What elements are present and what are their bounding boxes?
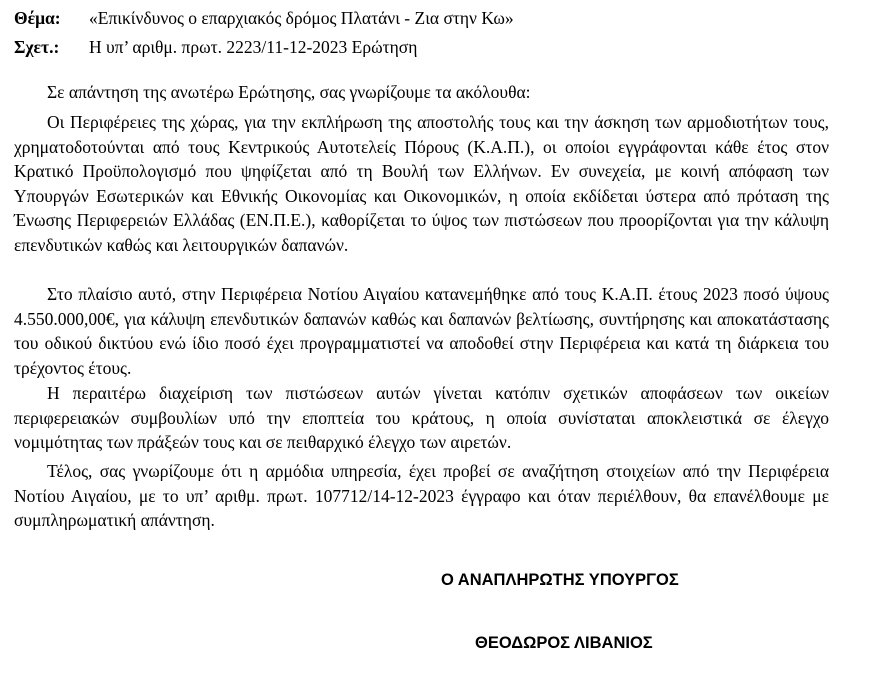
body-paragraph-3: Η περαιτέρω διαχείριση των πιστώσεων αυτών γίνεται κατόπιν σχετικών αποφάσεων των οικείων περιφερειακών συμβουλίων υπό την εποπτεία του κράτους, η οποία συνίσταται αποκλειστικά σε έλεγχο νομιμότητας των πράξεών τους και σε πειθαρχικό έλεγχο των αιρετών.	[14, 383, 829, 453]
reference-value: Η υπ’ αριθμ. πρωτ. 2223/11-12-2023 Ερώτηση	[89, 37, 418, 57]
body-paragraph-2: Στο πλαίσιο αυτό, στην Περιφέρεια Νοτίου Αιγαίου κατανεμήθηκε από τους Κ.Α.Π. έτους 2023 ποσό ύψους 4.550.000,00€, για κάλυψη επενδυτικών δαπανών καθώς και δαπανών βελτίωσης, συντήρησης και αποκατάστασης του οδικού δικτύου ενώ ίδιο ποσό έχει προγραμματιστεί να αποδοθεί στην Περιφέρεια και κατά τη διάρκεια του τρέχοντος έτους.	[14, 284, 829, 378]
intro-paragraph: Σε απάντηση της ανωτέρω Ερώτησης, σας γνωρίζουμε τα ακόλουθα:	[47, 82, 531, 102]
body-paragraph-4: Τέλος, σας γνωρίζουμε ότι η αρμόδια υπηρεσία, έχει προβεί σε αναζήτηση στοιχείων από την Περιφέρεια Νοτίου Αιγαίου, με το υπ’ αριθμ. πρωτ. 107712/14-12-2023 έγγραφο και όταν περιέλθουν, θα επανέλθουμε με συμπληρωματική απάντηση.	[14, 461, 829, 531]
subject-line	[14, 6, 514, 30]
reference-label: Σχετ.:	[14, 37, 60, 57]
reference-line	[14, 35, 417, 59]
subject-value: «Επικίνδυνος ο επαρχιακός δρόμος Πλατάνι - Ζια στην Κω»	[89, 8, 514, 28]
signature-title: Ο ΑΝΑΠΛΗΡΩΤΗΣ ΥΠΟΥΡΓΟΣ	[441, 571, 679, 589]
body-paragraph-1: Οι Περιφέρειες της χώρας, για την εκπλήρωση της αποστολής τους και την άσκηση των αρμοδιοτήτων τους, χρηματοδοτούνται από τους Κεντρικούς Αυτοτελείς Πόρους (Κ.Α.Π.), οι οποίοι εγγράφονται κάθε έτος στον Κρατικό Προϋπολογισμό που ψηφίζεται από τη Βουλή των Ελλήνων. Εν συνεχεία, με κοινή απόφαση των Υπουργών Εσωτερικών και Εθνικής Οικονομίας και Οικονομικών, η οποία εκδίδεται ύστερα από πρόταση της Ένωσης Περιφερειών Ελλάδας (ΕΝ.Π.Ε.), καθορίζεται το ύψος των πιστώσεων που προορίζονται για την κάλυψη επενδυτικών καθώς και λειτουργικών δαπανών.	[14, 112, 829, 255]
signature-name: ΘΕΟΔΩΡΟΣ ΛΙΒΑΝΙΟΣ	[475, 634, 653, 652]
subject-label: Θέμα:	[14, 8, 61, 28]
